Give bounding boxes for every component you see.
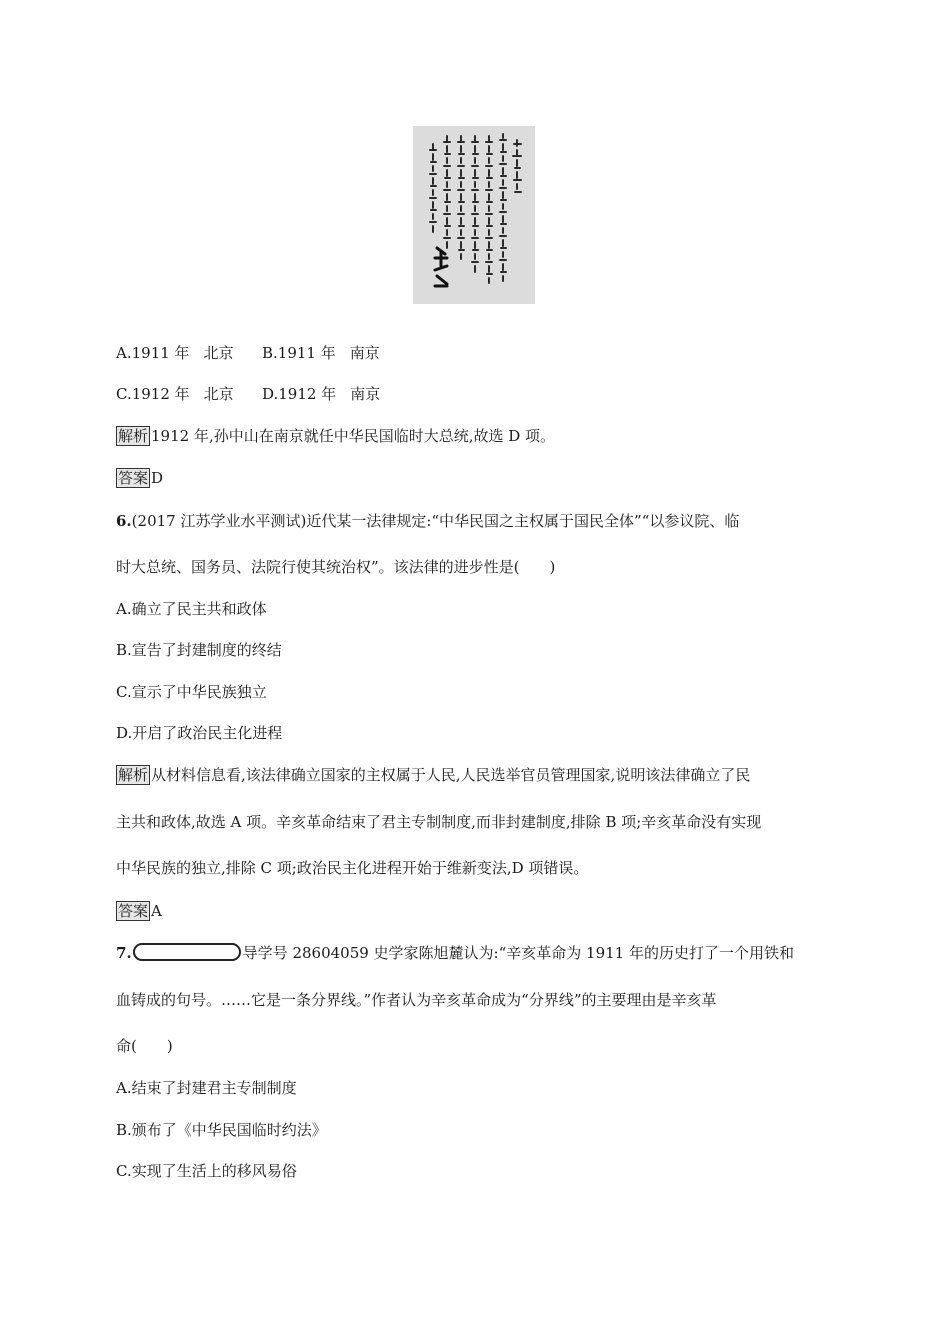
q5-option-c: C.1912 年 北京 [116,385,234,403]
q7-stem-line-2: 血铸成的句号。……它是一条分界线。”作者认为辛亥革命成为“分界线”的主要理由是辛亥革 [116,991,717,1009]
q5-answer [116,468,163,488]
q6-number: 6. [116,512,132,530]
q6-option-d: D.开启了政治民主化进程 [116,724,283,742]
q6-answer-value: A [151,902,162,920]
manuscript-image [413,126,535,304]
analysis-tag: 解析 [118,766,149,784]
analysis-tag: 解析 [118,427,149,445]
handwritten-manuscript-icon [413,126,535,304]
guide-number-badge-icon [133,943,241,961]
q7-option-a: A.结束了封建君主专制制度 [116,1079,297,1097]
q7-stem-line-1: 7. 导学号 28604059 史学家陈旭麓认为:“辛亥革命为 1911 年的历史打了一个用铁和 [116,944,794,962]
q5-option-d: D.1912 年 南京 [262,385,381,403]
q5-options-row-2 [116,384,402,404]
q5-option-a: A.1911 年 北京 [116,344,234,362]
q5-analysis [116,426,555,446]
q7-stem-line-3: 命( ) [116,1037,173,1055]
answer-tag: 答案 [118,902,149,920]
q5-option-b: B.1911 年 南京 [262,344,380,362]
q6-stem-line-2: 时大总统、国务员、法院行使其统治权”。该法律的进步性是( ) [116,558,556,576]
answer-tag: 答案 [118,469,149,487]
q6-analysis-line-3: 中华民族的独立,排除 C 项;政治民主化进程开始于维新变法,D 项错误。 [116,859,589,877]
q6-option-a: A.确立了民主共和政体 [116,600,267,618]
q6-option-c: C.宣示了中华民族独立 [116,683,267,701]
q5-analysis-text: 1912 年,孙中山在南京就任中华民国临时大总统,故选 D 项。 [151,427,556,445]
q5-options-row-1 [116,343,402,363]
q6-analysis-line-1: 解析 从材料信息看,该法律确立国家的主权属于人民,人民选举官员管理国家,说明该法律确立了民 [118,766,751,784]
q7-number: 7. [116,944,132,962]
q6-option-b: B.宣告了封建制度的终结 [116,641,282,659]
q7-option-b: B.颁布了《中华民国临时约法》 [116,1121,327,1139]
q6-answer [116,901,162,921]
q7-option-c: C.实现了生活上的移风易俗 [116,1162,297,1180]
q5-answer-value: D [151,469,164,487]
q6-analysis-line-2: 主共和政体,故选 A 项。辛亥革命结束了君主专制制度,而非封建制度,排除 B 项;辛亥革命没有实现 [116,813,762,831]
q6-stem-line-1: 6.(2017 江苏学业水平测试)近代某一法律规定:“中华民国之主权属于国民全体”“以参议院、临 [116,512,740,530]
